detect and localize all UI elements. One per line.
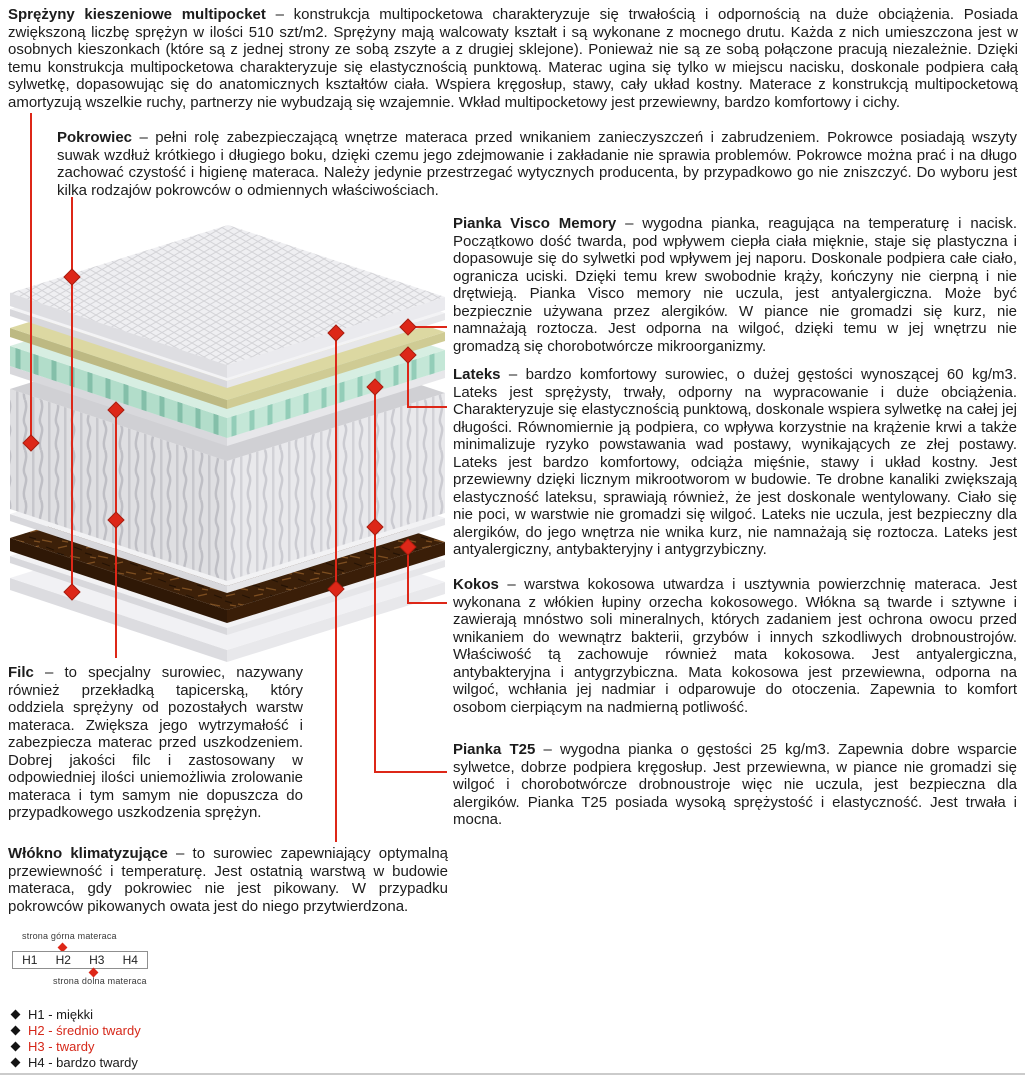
paragraph-latex <box>453 366 1017 559</box>
hardness-h1: H1 <box>22 953 38 967</box>
legend-label-h4: H4 - bardzo twardy <box>28 1054 138 1070</box>
connector-springs <box>23 113 39 451</box>
legend-label-h3: H3 - twardy <box>28 1038 95 1054</box>
hardness-scale-box <box>12 951 148 969</box>
felt-title: Filc <box>8 664 34 681</box>
layer-felt-layer <box>10 446 445 593</box>
layer-latex-layer <box>10 278 445 438</box>
diamond-bullet-icon <box>11 1025 21 1035</box>
latex-title: Lateks <box>453 366 501 383</box>
layer-t25-foam-bottom <box>10 488 445 635</box>
fiber-title: Włókno klimatyzujące <box>8 845 168 862</box>
springs-body: – konstrukcja multipocketowa charakteryzuje się trwałością i odpornością na duże obciążenia. Posiada zwiększoną liczbę sprężyn w ilości 510 szt/m2. Sprężyny mają walcowaty kształt i są wykonane z mocnego drutu. Każda z nich umieszczona jest w osobnych kieszonkach (które są z jednej strony ze sobą zszyte a z drugiej sklejone). Ponieważ nie są ze sobą połączone pracują niezależnie. Dzięki temu konstrukcja multipocketowa charakteryzuje się elastycznością punktową. Materac ugina się tylko w miejscu nacisku, doskonale podpiera całą sylwetkę, dopasowując się do anatomicznych kształtów ciała. Wspiera kręgosłup, stawy, cały układ kostny. Materace z konstrukcją multipocketową amortyzują wszelkie ruchy, partnerzy nie wybudzają się wzajemnie. Wkład multipocketowy jest przewiewny, bardzo komfortowy i cichy. <box>8 6 1018 111</box>
connector-t25 <box>367 379 447 772</box>
legend-item-h3 <box>8 1038 141 1054</box>
paragraph-t25 <box>453 741 1017 829</box>
legend-label-h1: H1 - miękki <box>28 1006 94 1022</box>
connector-cover <box>64 197 80 600</box>
paragraph-fiber <box>8 845 448 915</box>
connector-fiber <box>328 325 344 842</box>
connector-coconut <box>400 539 447 603</box>
t25-title: Pianka T25 <box>453 741 536 758</box>
connector-felt <box>108 402 124 658</box>
layer-climate-fiber-top <box>10 241 445 388</box>
hardness-h2: H2 <box>55 953 71 967</box>
hardness-top-side-label: strona górna materaca <box>22 931 117 941</box>
paragraph-springs <box>8 6 1018 111</box>
layer-coconut-mat <box>10 470 445 623</box>
diamond-bullet-icon <box>11 1009 21 1019</box>
diamond-bullet-icon <box>11 1041 21 1051</box>
bottom-divider <box>0 1073 1025 1075</box>
hardness-h3: H3 <box>89 953 105 967</box>
paragraph-felt <box>8 664 303 822</box>
hardness-bottom-side-label: strona dolna materaca <box>53 976 147 986</box>
diamond-bullet-icon <box>11 1057 21 1067</box>
cover-title: Pokrowiec <box>57 129 133 146</box>
coconut-title: Kokos <box>453 576 499 593</box>
mattress-layer-stack <box>10 225 445 662</box>
latex-body: – bardzo komfortowy surowiec, o dużej gęstości wynoszącej 60 kg/m3. Lateks jest sprężysty, trwały, odporny na wypracowanie i duże obciążenia. Charakteryzuje się elastycznością punktową, doskonale wspiera sylwetkę na całej jej długości. Równomiernie ją podpiera, co wpływa korzystnie na krążenie krwi a także minimalizuje ryzyko powstawania wad postawy, wynikających ze złej postawy. Lateks jest bardzo komfortowy, odciąża mięśnie, stawy i układ kostny. Jest przewiewny dzięki licznym mikrootworom w budowie. Te drobne kanaliki zwiększają elastyczność lateksu, sprawiają również, że jest doskonale wentylowany. Ciało się nie poci, w warstwie nie gromadzi się wilgoć. Lateks nie uczula, jest bezpieczny dla alergików, do jego wnętrza nie wnika kurz, nie namnażają się roztocza. Lateks jest antyalergiczny, antybakteryjny i antygrzybiczny. <box>453 366 1018 558</box>
fiber-body: – to surowiec zapewniający optymalną przewiewność i temperaturę. Jest ostatnią warstwą w budowie materaca, gdy pokrowiec nie jest pikowany. W przypadku pokrowców pikowanych owata jest do niego przytwierdzona. <box>8 845 449 915</box>
layer-visco-memory-foam <box>10 260 445 409</box>
layer-quilted-cover-top <box>10 225 445 378</box>
paragraph-coconut <box>453 576 1017 716</box>
paragraph-visco <box>453 215 1017 355</box>
visco-title: Pianka Visco Memory <box>453 215 617 232</box>
coconut-body: – warstwa kokosowa utwardza i usztywnia powierzchnię materaca. Jest wykonana z włókien łupiny orzecha kokosowego. Włókna są twarde i sztywne i zawierają mnóstwo soli mineralnych, których zadaniem jest ochrona owocu przed wnikaniem do wewnątrz bakterii, grzybów i innych szkodliwych drobnoustrojów. Właściwość tą zachowuje również mata kokosowa. Jest antyalergiczna, antybakteryjna i antygrzybiczna. Mata kokosowa jest przewiewna, odporna na wilgoć, wchłania jej nadmiar i odparowuje do otoczenia. Zapewnia to komfort osobom cierpiącym na nadmierną potliwość. <box>453 576 1018 716</box>
felt-body: – to specjalny surowiec, nazywany również przekładką tapicerską, który oddziela sprężyny od pozostałych warstw materaca. Zwiększa jego wytrzymałość i zabezpiecza materac przed uszkodzeniem. Dobrej jakości filc i zastosowany w odpowiedniej ilości uniemożliwia zrolowanie materaca i tym samym nie dopuszcza do przypadkowego uszkodzenia sprężyn. <box>8 664 303 821</box>
connector-visco <box>400 319 447 335</box>
cover-body: – pełni rolę zabezpieczającą wnętrze materaca przed wnikaniem zanieczyszczeń i zabrudzeniem. Pokrowce posiadają wszyty suwak wzdłuż krótkiego i długiego boku, dzięki czemu jego zdejmowanie i zakładanie nie sprawia problemów. Pokrowce można prać i na długo zachować czystość i higienę materaca. Należy jedynie przestrzegać wytycznych producenta, by przypadkowo go nie zniszczyć. Do wyboru jest kilka rodzajów pokrowców o odmiennych właściwościach. <box>57 129 1018 199</box>
springs-title: Sprężyny kieszeniowe multipocket <box>8 6 266 23</box>
t25-body: – wygodna pianka o gęstości 25 kg/m3. Zapewnia dobre wsparcie sylwetce, dobrze podpiera kręgosłup. Jest przewiewna, w piance nie gromadzi się wilgoć i chorobotwórcze drobnoustroje więc nie uczula, jest bezpieczna dla alergików. Pianka T25 posiada wysoką sprężystość i elastyczność. Jest trwała i mocna. <box>453 741 1017 828</box>
legend-item-h1 <box>8 1006 141 1022</box>
legend-item-h2 <box>8 1022 141 1038</box>
layer-t25-foam-top <box>10 298 445 446</box>
legend-item-h4 <box>8 1054 141 1070</box>
hardness-legend <box>8 1006 141 1070</box>
visco-body: – wygodna pianka, reagująca na temperaturę i nacisk. Początkowo dość twarda, pod wpływem ciepła ciała mięknie, staje się plastyczna i dopasowuje się do sylwetki pod wpływem jej naporu. Doskonale podpiera całe ciało, ogranicza uciski. Dzięki temu krew swobodnie krąży, kończyny nie cierpną i nie drętwieją. Pianka Visco memory nie uczula, jest antyalergiczna. Może być bezpiecznie używana przez alergików. W piance nie gromadzi się kurz, nie namnażają roztocza. Jest odporna na wilgoć, dzięki temu w jej wnętrzu nie gromadzą się chorobotwórcze mikroorganizmy. <box>453 215 1018 355</box>
layer-pocket-springs <box>10 321 445 581</box>
hardness-h4: H4 <box>122 953 138 967</box>
connector-latex <box>400 347 447 407</box>
layer-cover-bottom <box>10 510 445 662</box>
paragraph-cover <box>57 129 1017 199</box>
legend-label-h2: H2 - średnio twardy <box>28 1022 141 1038</box>
